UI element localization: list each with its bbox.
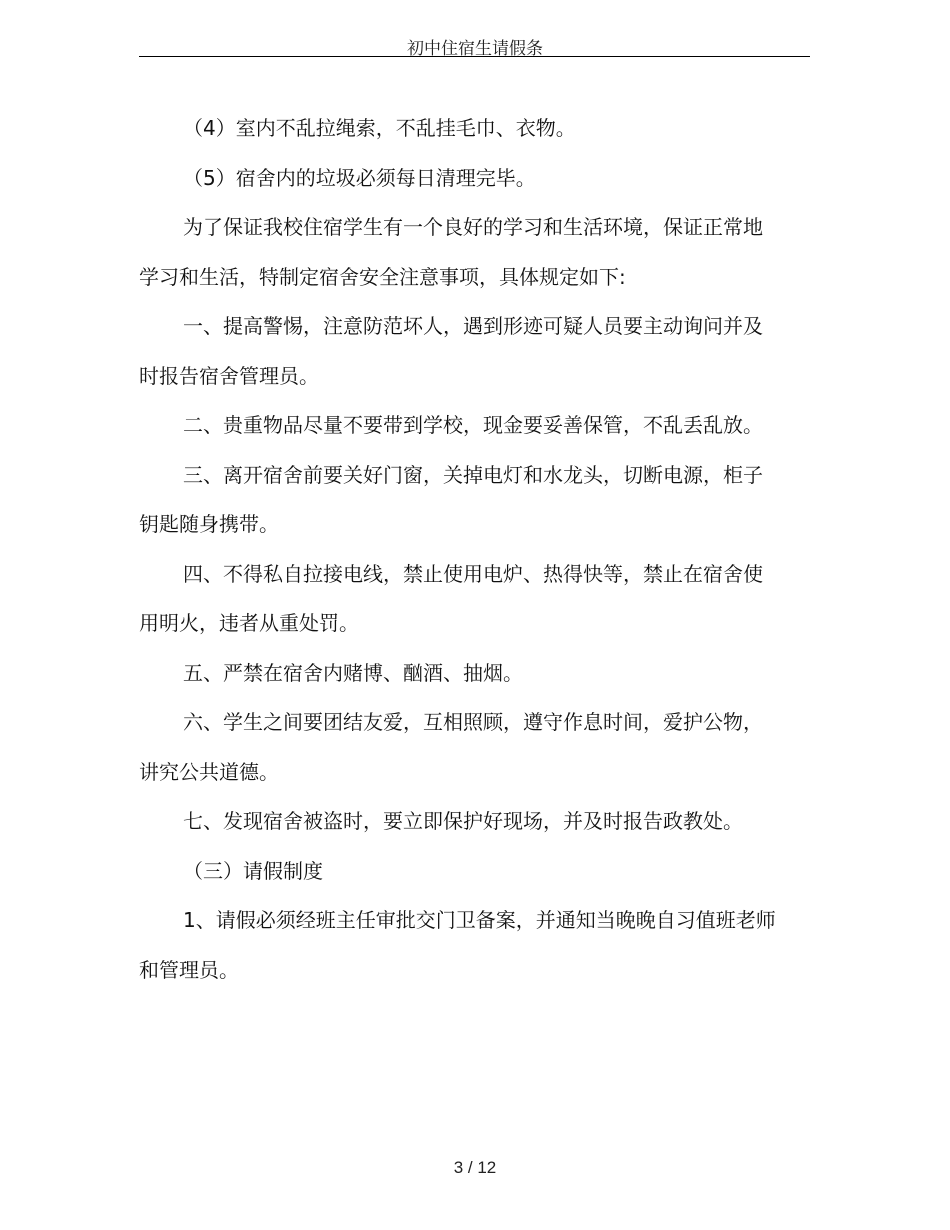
page-header-title: 初中住宿生请假条 [407,39,543,59]
paragraph-item-5: 五、严禁在宿舍内赌博、酗酒、抽烟。 [183,660,523,685]
paragraph-leave-rule-1: 1、请假必须经班主任审批交门卫备案，并通知当晚晚自习值班老师和管理员。 [139,908,776,982]
paragraph-item-3: 三、离开宿舍前要关好门窗，关掉电灯和水龙头，切断电源，柜子钥匙随身携带。 [139,462,763,536]
paragraph-room-rule-5: （5）宿舍内的垃圾必须每日清理完毕。 [183,165,536,190]
document-body [139,104,779,995]
paragraph-intro: 为了保证我校住宿学生有一个良好的学习和生活环境，保证正常地学习和生活，特制定宿舍安全注意事项，具体规定如下: [139,215,763,289]
paragraph-item-2: 二、贵重物品尽量不要带到学校，现金要妥善保管，不乱丢乱放。 [183,413,763,437]
paragraph-item-4: 四、不得私自拉接电线，禁止使用电炉、热得快等，禁止在宿舍使用明火，违者从重处罚。 [139,561,763,635]
paragraph-room-rule-4: （4）室内不乱拉绳索，不乱挂毛巾、衣物。 [183,116,576,140]
section-heading-leave-policy: （三）请假制度 [183,858,323,883]
paragraph-item-1: 一、提高警惕，注意防范坏人，遇到形迹可疑人员要主动询问并及时报告宿舍管理员。 [139,314,763,388]
paragraph-item-7: 七、发现宿舍被盗时，要立即保护好现场，并及时报告政教处。 [183,809,743,833]
header-divider [139,56,810,57]
page-number: 3 / 12 [453,1158,497,1177]
paragraph-item-6: 六、学生之间要团结友爱，互相照顾，遵守作息时间，爱护公物，讲究公共道德。 [139,710,763,784]
